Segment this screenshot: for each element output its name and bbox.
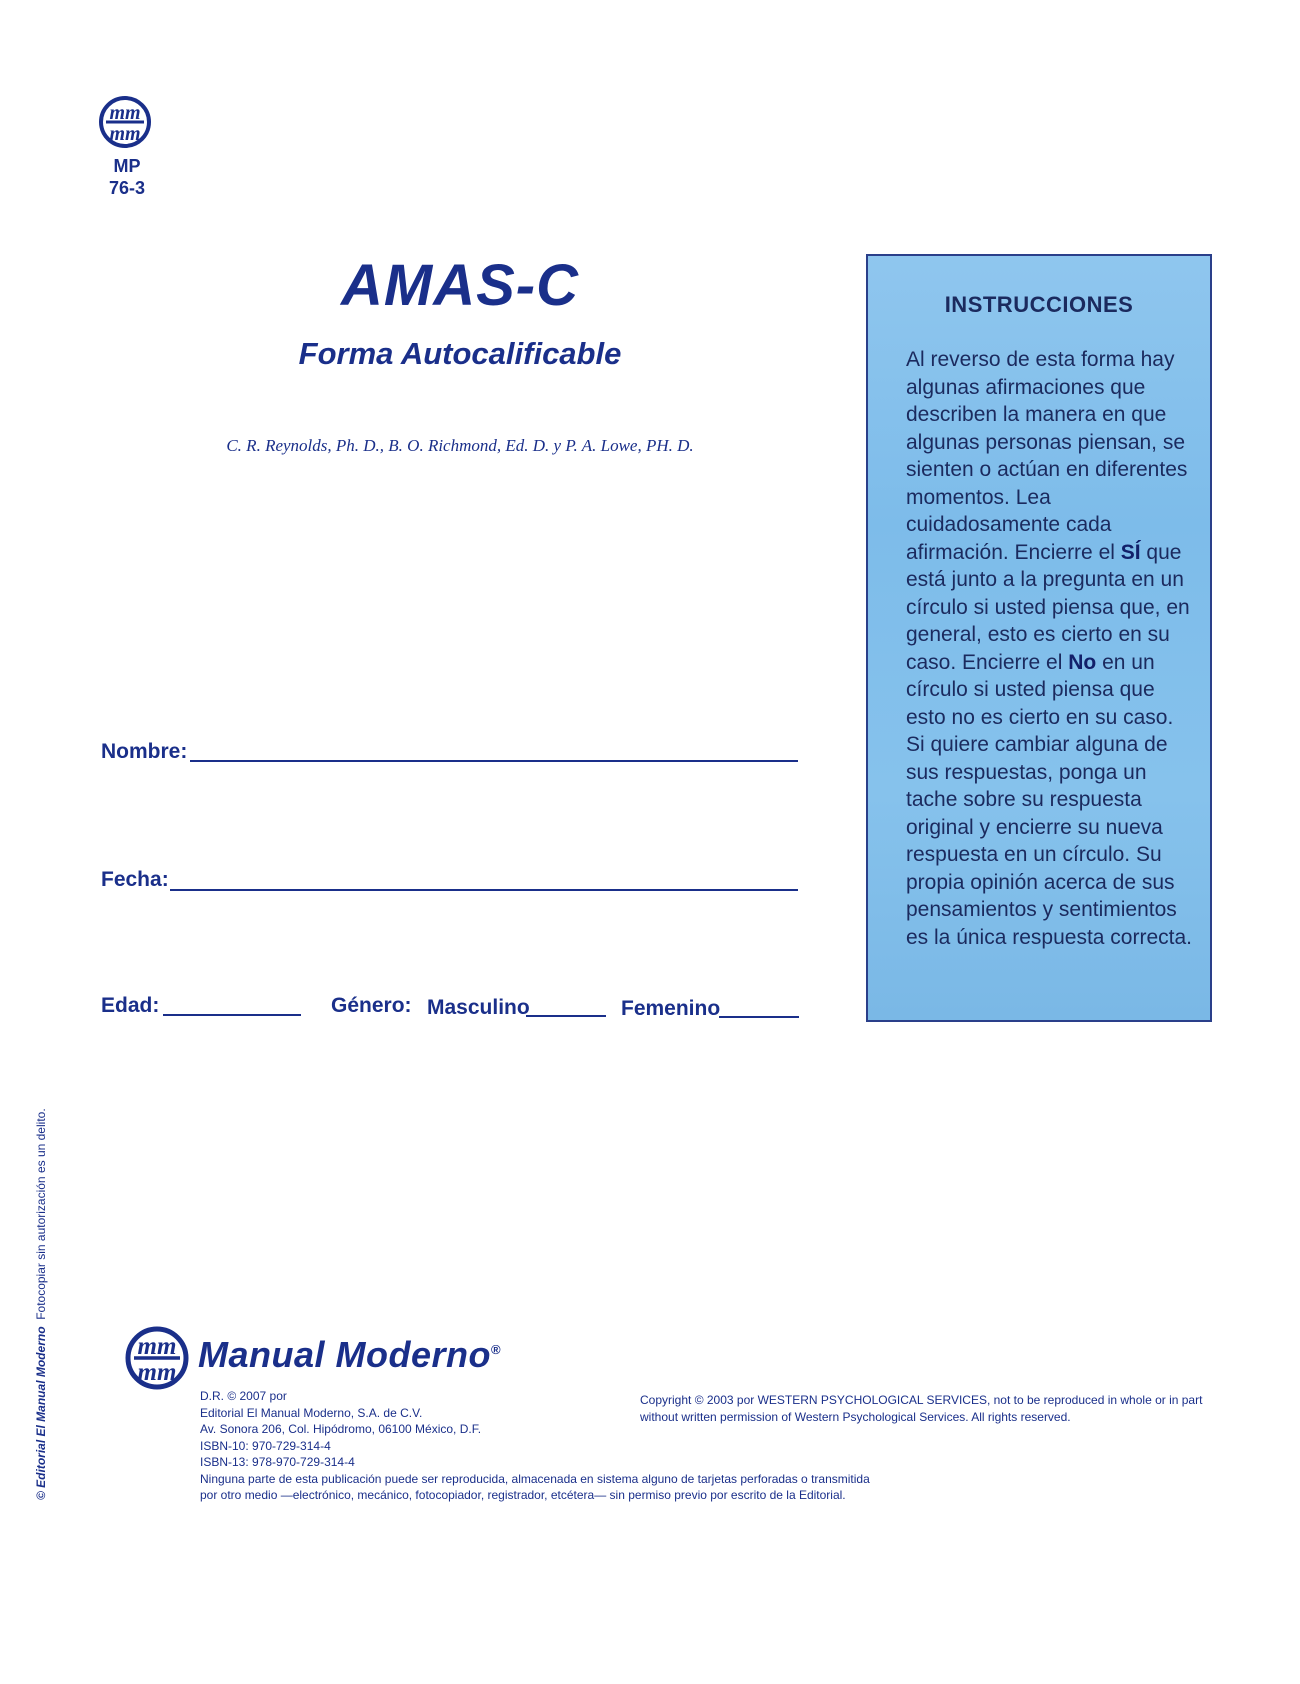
femenino-field[interactable] — [719, 1016, 799, 1018]
instructions-title: INSTRUCCIONES — [944, 292, 1134, 317]
masculino-field[interactable] — [526, 1015, 606, 1017]
fecha-label: Fecha: — [101, 868, 169, 891]
nombre-label: Nombre: — [101, 740, 188, 763]
nombre-field[interactable] — [190, 760, 798, 762]
authors: C. R. Reynolds, Ph. D., B. O. Richmond, Ed. D. y P. A. Lowe, PH. D. — [226, 436, 694, 455]
edad-field[interactable] — [163, 1014, 301, 1016]
svg-text:mm: mm — [109, 123, 141, 145]
instructions-text: Al reverso de esta forma hay algunas afirmaciones que describen la manera en que algunas personas piensan, se sienten o actúan en diferentes momentos. Lea cuidadosamente cada afirmación. Encierre el SÍ que está junto a la pregunta en un círculo si usted piensa que, en general, esto es cierto en su caso. Encierre el No en un círculo si usted piensa que esto no es cierto en su caso. Si quiere cambiar alguna de sus respuestas, ponga un tache sobre su respuesta original y encierre su nueva respuesta en un círculo. Su propia opinión acerca de sus pensamientos y sentimientos es la única respuesta correcta. — [906, 348, 1192, 949]
manual-moderno-logo-icon — [124, 1325, 190, 1391]
fecha-field[interactable] — [170, 889, 798, 891]
page-title: AMAS-C — [341, 253, 579, 318]
form-code-line-1: MP — [113, 156, 141, 176]
svg-text:mm: mm — [109, 102, 141, 124]
wps-copyright: Copyright © 2003 por WESTERN PSYCHOLOGICAL SERVICES, not to be reproduced in whole or in part without written permission of Western Psychological Services. All rights reserved. — [640, 1393, 1203, 1424]
genero-label: Género: — [331, 994, 412, 1017]
svg-text:mm: mm — [137, 1359, 177, 1386]
publisher-legal: D.R. © 2007 por Editorial El Manual Moderno, S.A. de C.V. Av. Sonora 206, Col. Hipódromo, 06100 México, D.F. ISBN-10: 970-729-314-4 ISBN-13: 978-970-729-314-4 Ninguna parte de esta publicación puede ser reproducida, almacenada en sistema alguno de tarjetas perforadas o transmitida por otro medio —electrónico, mecánico, fotocopiador, registrador, etcétera— sin permiso previo por escrito de la Editorial. — [200, 1389, 870, 1502]
publisher-name: Manual Moderno® — [198, 1334, 502, 1375]
instructions-box — [866, 254, 1212, 1022]
femenino-label: Femenino — [621, 997, 721, 1020]
edad-label: Edad: — [101, 994, 160, 1017]
svg-text:mm: mm — [137, 1333, 177, 1360]
form-code-line-2: 76-3 — [108, 178, 146, 198]
page-subtitle: Forma Autocalificable — [298, 336, 622, 371]
side-copyright-note: © Editorial El Manual Moderno Fotocopiar sin autorización es un delito. — [34, 1108, 48, 1500]
manual-moderno-logo-icon — [98, 95, 152, 149]
masculino-label: Masculino — [427, 996, 530, 1019]
